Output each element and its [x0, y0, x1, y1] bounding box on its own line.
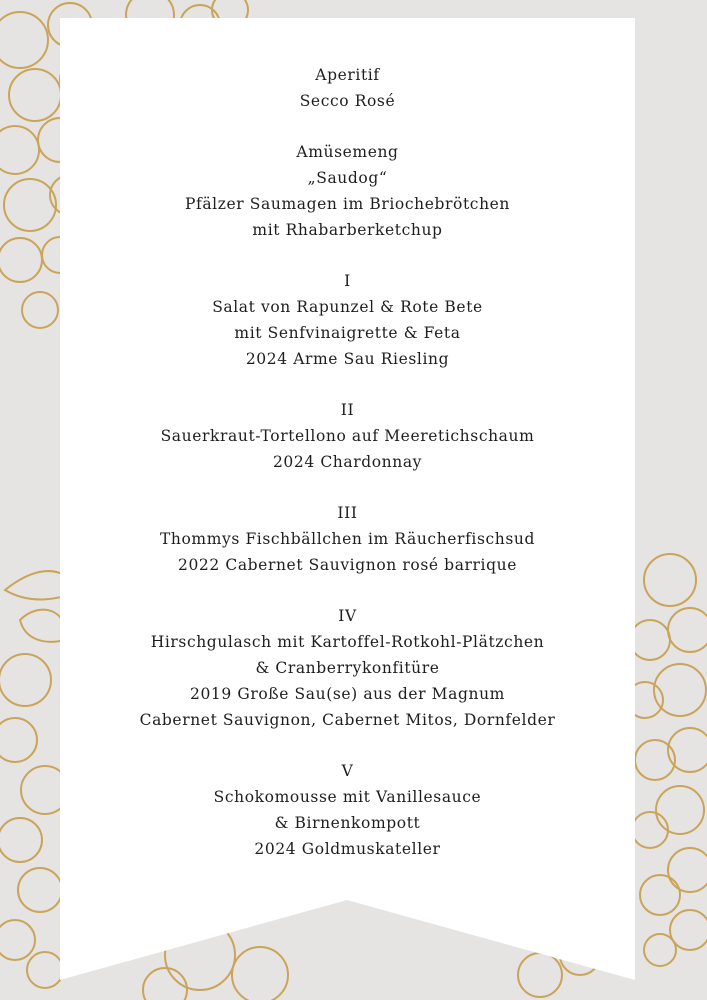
course-dish: Sauerkraut-Tortellono auf Meeretichschaum: [160, 427, 535, 445]
course-amuse: [60, 139, 635, 243]
course-dish: Hirschgulasch mit Kartoffel-Rotkohl-Plätzchen: [150, 633, 545, 651]
course-4: [60, 603, 635, 733]
course-5: [60, 758, 635, 862]
course-heading: II: [340, 401, 355, 419]
course-wine: 2022 Cabernet Sauvignon rosé barrique: [177, 556, 517, 574]
course-3: [60, 500, 635, 578]
course-dish: Secco Rosé: [299, 92, 396, 110]
course-wine: 2024 Goldmuskateller: [254, 840, 441, 858]
course-wine-grapes: Cabernet Sauvignon, Cabernet Mitos, Dornfelder: [139, 711, 556, 729]
course-heading: I: [344, 272, 351, 290]
course-aperitif: [60, 62, 635, 114]
course-dish: Thommys Fischbällchen im Räucherfischsud: [159, 530, 536, 548]
course-heading: V: [341, 762, 354, 780]
course-dish: & Cranberrykonfitüre: [255, 659, 440, 677]
course-heading: IV: [338, 607, 357, 625]
course-heading: Amüsemeng: [296, 143, 399, 161]
course-wine: 2024 Arme Sau Riesling: [245, 350, 450, 368]
course-dish: Salat von Rapunzel & Rote Bete: [212, 298, 483, 316]
course-heading: Aperitif: [315, 66, 380, 84]
course-wine: 2019 Große Sau(se) aus der Magnum: [190, 685, 505, 703]
course-wine: 2024 Chardonnay: [272, 453, 423, 471]
course-dish: mit Rhabarberketchup: [252, 221, 443, 239]
course-2: [60, 397, 635, 475]
course-dish-name: „Saudog“: [307, 169, 388, 187]
course-dish: Pfälzer Saumagen im Briochebrötchen: [184, 195, 511, 213]
course-dish: Schokomousse mit Vanillesauce: [213, 788, 482, 806]
course-heading: III: [337, 504, 358, 522]
course-dish: mit Senfvinaigrette & Feta: [234, 324, 461, 342]
menu-content: [60, 62, 635, 887]
course-dish: & Birnenkompott: [274, 814, 421, 832]
course-1: [60, 268, 635, 372]
